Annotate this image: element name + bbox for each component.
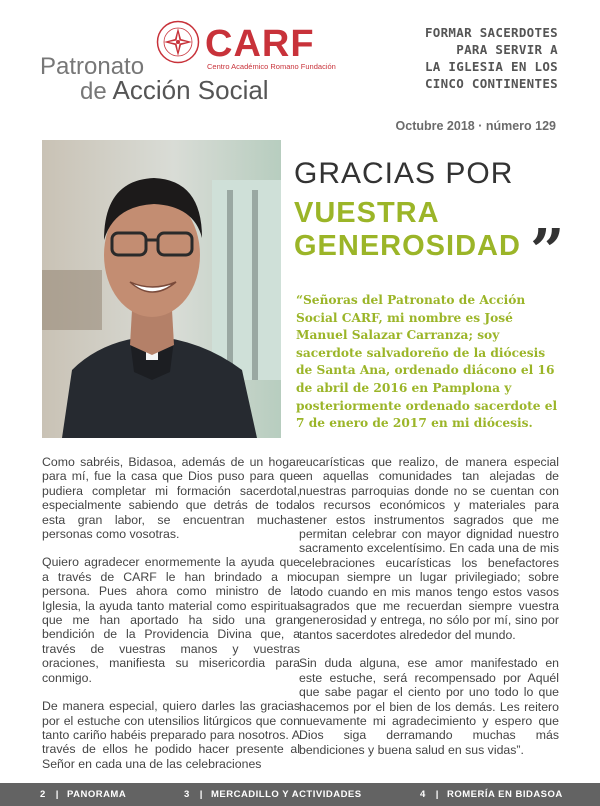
section-label: MERCADILLO Y ACTIVIDADES	[210, 789, 362, 800]
motto-line: LA IGLESIA EN LOS	[424, 59, 558, 74]
page-number: 2	[40, 789, 46, 800]
motto-line: FORMAR SACERDOTES	[424, 25, 558, 40]
page-number: 3	[184, 789, 190, 800]
motto-line: PARA SERVIR A	[456, 42, 558, 57]
publisher-name-line2	[80, 76, 269, 106]
section-label: ROMERÍA EN BIDASOA	[446, 789, 563, 800]
headline-line3: GENEROSIDAD	[294, 230, 521, 262]
body-paragraph: Como sabréis, Bidasoa, además de un hogar para mí, fue la casa que Dios puso para que pudiera completar mi formación sacerdotal, especialmente sabiendo que detrás de toda esta gran labor, se encuentran muchas personas como vosotras.	[42, 455, 300, 542]
body-paragraph: Sin duda alguna, ese amor manifestado en este estuche, será recompensado por Aquél que sabe pagar el ciento por uno todo lo que hacemos por el bien de los demás. Les reitero nuevamente mi agradecimiento y espero que Dios siga derramando muchas más bendiciones y buena salud en sus vidas”.	[299, 656, 559, 757]
body-paragraph: Quiero agradecer enormemente la ayuda que a través de CARF le han brindado a mi persona. Pues ahora como ministro de la Iglesia, la ayuda tanto material como espiritual que me han aportado ha sido una gran bendición de la Providencia Divina que, a través de vuestras manos y vuestras oraciones, manifiesta su misericordia para conmigo.	[42, 555, 300, 685]
headline-line1: GRACIAS POR	[294, 157, 514, 190]
headline-line2: VUESTRA	[294, 197, 440, 229]
motto	[378, 24, 558, 92]
page-number: 4	[420, 789, 426, 800]
carf-seal-icon	[156, 20, 200, 64]
body-column-left	[42, 455, 300, 785]
body-paragraph: De manera especial, quiero darles las gracias por el estuche con utensilios litúrgicos que con tanto cariño habéis preparado para nosotros. A través de ellos he podido hacer presente al Señor en cada una de las celebraciones	[42, 699, 300, 771]
footer-item-panorama[interactable]: 2 | PANORAMA	[40, 789, 127, 800]
section-label: PANORAMA	[66, 789, 127, 800]
lead-paragraph: “Señoras del Patronato de Acción Social CARF, mi nombre es José Manuel Salazar Carranza; soy sacerdote salvadoreño de la diócesis de Santa Ana, ordenado diácono el 16 de abril de 2016 en Pamplona y posteriormente ordenado sacerdote el 7 de enero de 2017 en mi diócesis.	[296, 293, 558, 431]
body-paragraph: eucarísticas que realizo, de manera especial en aquellas comunidades tan alejadas de nuestras parroquias donde no se cuentan con los recursos económicos y materiales para tener estos instrumentos sagrados que me permitan celebrar con mayor dignidad nuestro sacramento excelentísimo. En cada una de mis celebraciones eucarísticas los benefactores ocupan siempre un lugar privilegiado; sobre todo cuando en mis manos tengo estos vasos sagrados que me recuerdan siempre vuestra generosidad y entrega, no sólo por mí, sino por tantos sacerdotes alrededor del mundo.	[299, 455, 559, 642]
footer-item-romeria[interactable]: 4 | ROMERÍA EN BIDASOA	[420, 789, 563, 800]
priest-photo	[42, 140, 281, 438]
body-column-right	[299, 455, 559, 771]
publisher-name-line1: Patronato	[40, 53, 145, 80]
closing-quote-mark: ”	[530, 217, 565, 287]
motto-line: CINCO CONTINENTES	[424, 76, 558, 91]
footer-index-bar	[0, 783, 600, 806]
brand-subtitle: Centro Académico Romano Fundación	[207, 62, 336, 71]
publisher-de: de	[80, 78, 107, 105]
publisher-accion-social: Acción Social	[112, 75, 269, 105]
masthead	[0, 0, 600, 120]
brand-logo-text: CARF	[205, 23, 315, 65]
issue-date: Octubre 2018 · número 129	[395, 119, 556, 133]
footer-item-mercadillo[interactable]: 3 | MERCADILLO Y ACTIVIDADES	[184, 789, 362, 800]
